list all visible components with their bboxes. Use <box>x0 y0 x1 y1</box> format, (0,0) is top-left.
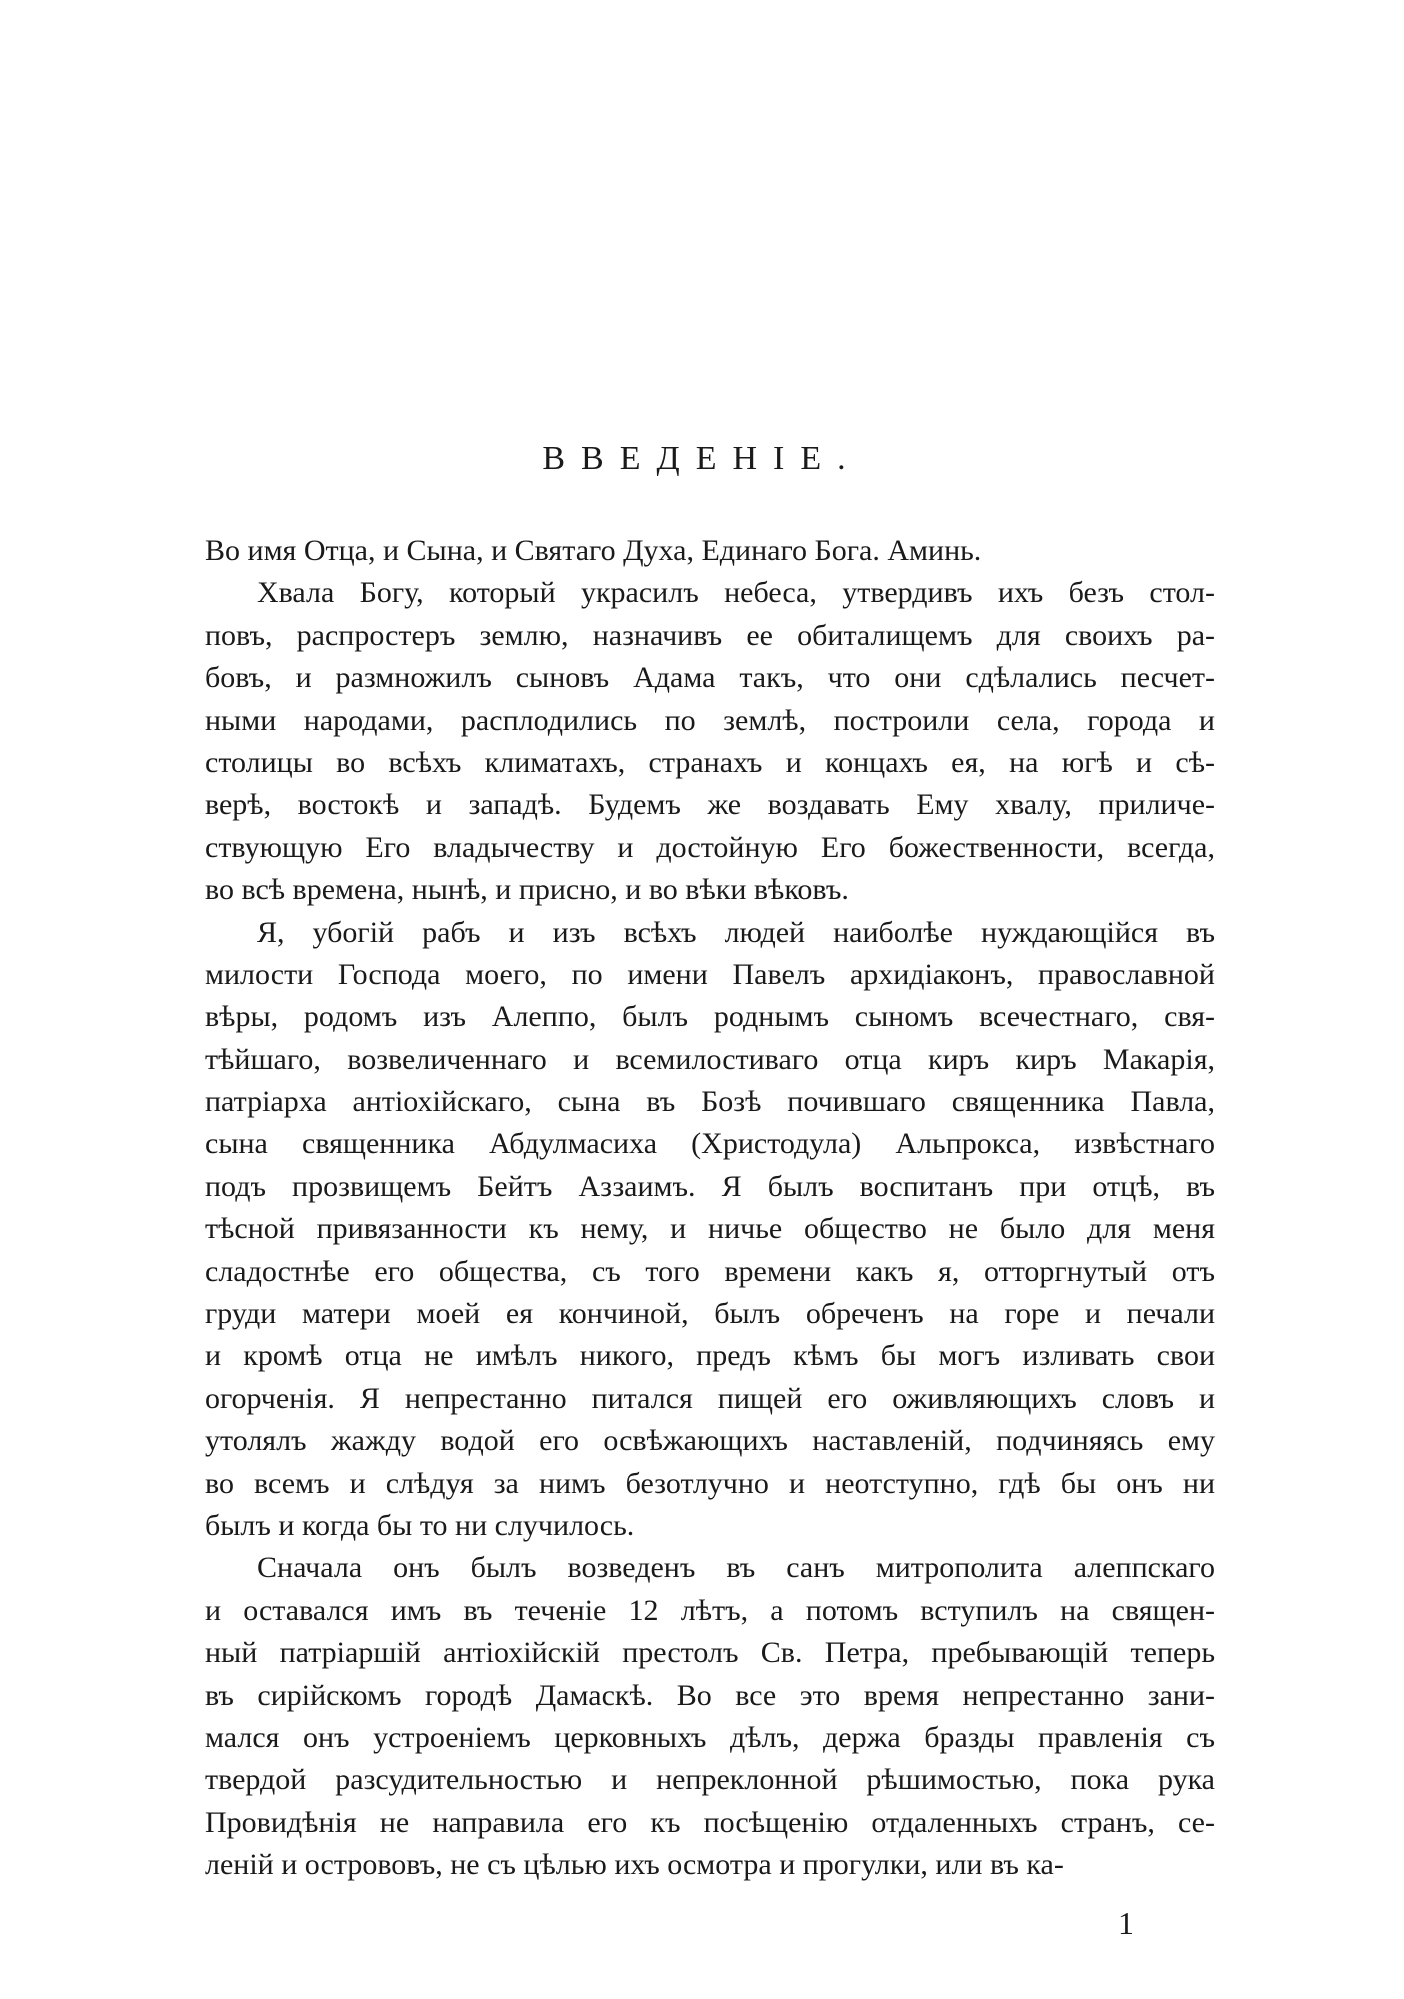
text-line: тѣйшаго, возвеличеннаго и всемилостиваго отца киръ киръ Макарія, <box>205 1042 1215 1076</box>
paragraph <box>205 912 1215 1548</box>
text-line: верѣ, востокѣ и западѣ. Будемъ же воздавать Ему хвалу, приличе- <box>205 788 1215 822</box>
text-line: былъ и когда бы то ни случилось. <box>205 1508 635 1542</box>
text-line: Сначала онъ былъ возведенъ въ санъ митрополита алеппскаго <box>257 1551 1215 1585</box>
text-line: сладостнѣе его общества, съ того времени какъ я, отторгнутый отъ <box>205 1254 1215 1288</box>
text-line: вѣры, родомъ изъ Алеппо, былъ роднымъ сыномъ всечестнаго, свя- <box>205 1000 1215 1034</box>
text-line: Провидѣнія не направила его къ посѣщенію отдаленныхъ странъ, се- <box>205 1805 1215 1839</box>
text-line: столицы во всѣхъ климатахъ, странахъ и концахъ ея, на югѣ и сѣ- <box>205 745 1215 779</box>
text-line: въ сирійскомъ городѣ Дамаскѣ. Во все это время непрестанно зани- <box>205 1678 1215 1712</box>
paragraph <box>205 530 1215 572</box>
text-line: Я, убогій рабъ и изъ всѣхъ людей наиболѣе нуждающійся въ <box>257 915 1215 949</box>
text-line: ствующую Его владычеству и достойную Его божественности, всегда, <box>205 830 1215 864</box>
text-line: подъ прозвищемъ Бейтъ Аззаимъ. Я былъ воспитанъ при отцѣ, въ <box>205 1169 1215 1203</box>
text-line: огорченія. Я непрестанно питался пищей его оживляющихъ словъ и <box>205 1381 1215 1415</box>
text-line: утолялъ жажду водой его освѣжающихъ наставленій, подчиняясь ему <box>205 1424 1215 1458</box>
text-line: твердой разсудительностью и непреклонной рѣшимостью, пока рука <box>205 1763 1215 1797</box>
text-line: Во имя Отца, и Сына, и Святаго Духа, Единаго Бога. Аминь. <box>205 534 982 567</box>
text-line: груди матери моей ея кончиной, былъ обреченъ на горе и печали <box>205 1297 1215 1331</box>
paragraph <box>205 1547 1215 1886</box>
text-line: во всѣ времена, нынѣ, и присно, и во вѣки вѣковъ. <box>205 873 849 907</box>
text-line: Хвала Богу, который украсилъ небеса, утвердивъ ихъ безъ стол- <box>257 576 1215 610</box>
text-line: ными народами, расплодились по землѣ, построили села, города и <box>205 703 1215 737</box>
text-line: леній и острововъ, не съ цѣлью ихъ осмотра и прогулки, или въ ка- <box>205 1848 1064 1882</box>
body-text <box>205 530 1215 1887</box>
text-line: во всемъ и слѣдуя за нимъ безотлучно и неотступно, гдѣ бы онъ ни <box>205 1466 1215 1500</box>
text-line: бовъ, и размножилъ сыновъ Адама такъ, что они сдѣлались песчет- <box>205 661 1215 695</box>
text-line: ный патріаршій антіохійскій престолъ Св. Петра, пребывающій теперь <box>205 1636 1215 1670</box>
text-line: милости Господа моего, по имени Павелъ архидіаконъ, православной <box>205 957 1215 991</box>
text-line: тѣсной привязанности къ нему, и ничье общество не было для меня <box>205 1212 1215 1246</box>
paragraph <box>205 572 1215 911</box>
text-line: и оставался имъ въ теченіе 12 лѣтъ, а потомъ вступилъ на священ- <box>205 1593 1215 1627</box>
text-line: сына священника Абдулмасиха (Христодула) Альпрокса, извѣстнаго <box>205 1127 1215 1161</box>
text-line: повъ, распростеръ землю, назначивъ ее обиталищемъ для своихъ ра- <box>205 618 1215 652</box>
chapter-title: ВВЕДЕНІЕ. <box>542 440 862 477</box>
text-line: и кромѣ отца не имѣлъ никого, предъ кѣмъ бы могъ изливать свои <box>205 1339 1215 1373</box>
text-line: патріарха антіохійскаго, сына въ Бозѣ почившаго священника Павла, <box>205 1085 1215 1119</box>
text-line: мался онъ устроеніемъ церковныхъ дѣлъ, держа бразды правленія съ <box>205 1720 1215 1754</box>
page-number: 1 <box>1118 1905 1134 1941</box>
